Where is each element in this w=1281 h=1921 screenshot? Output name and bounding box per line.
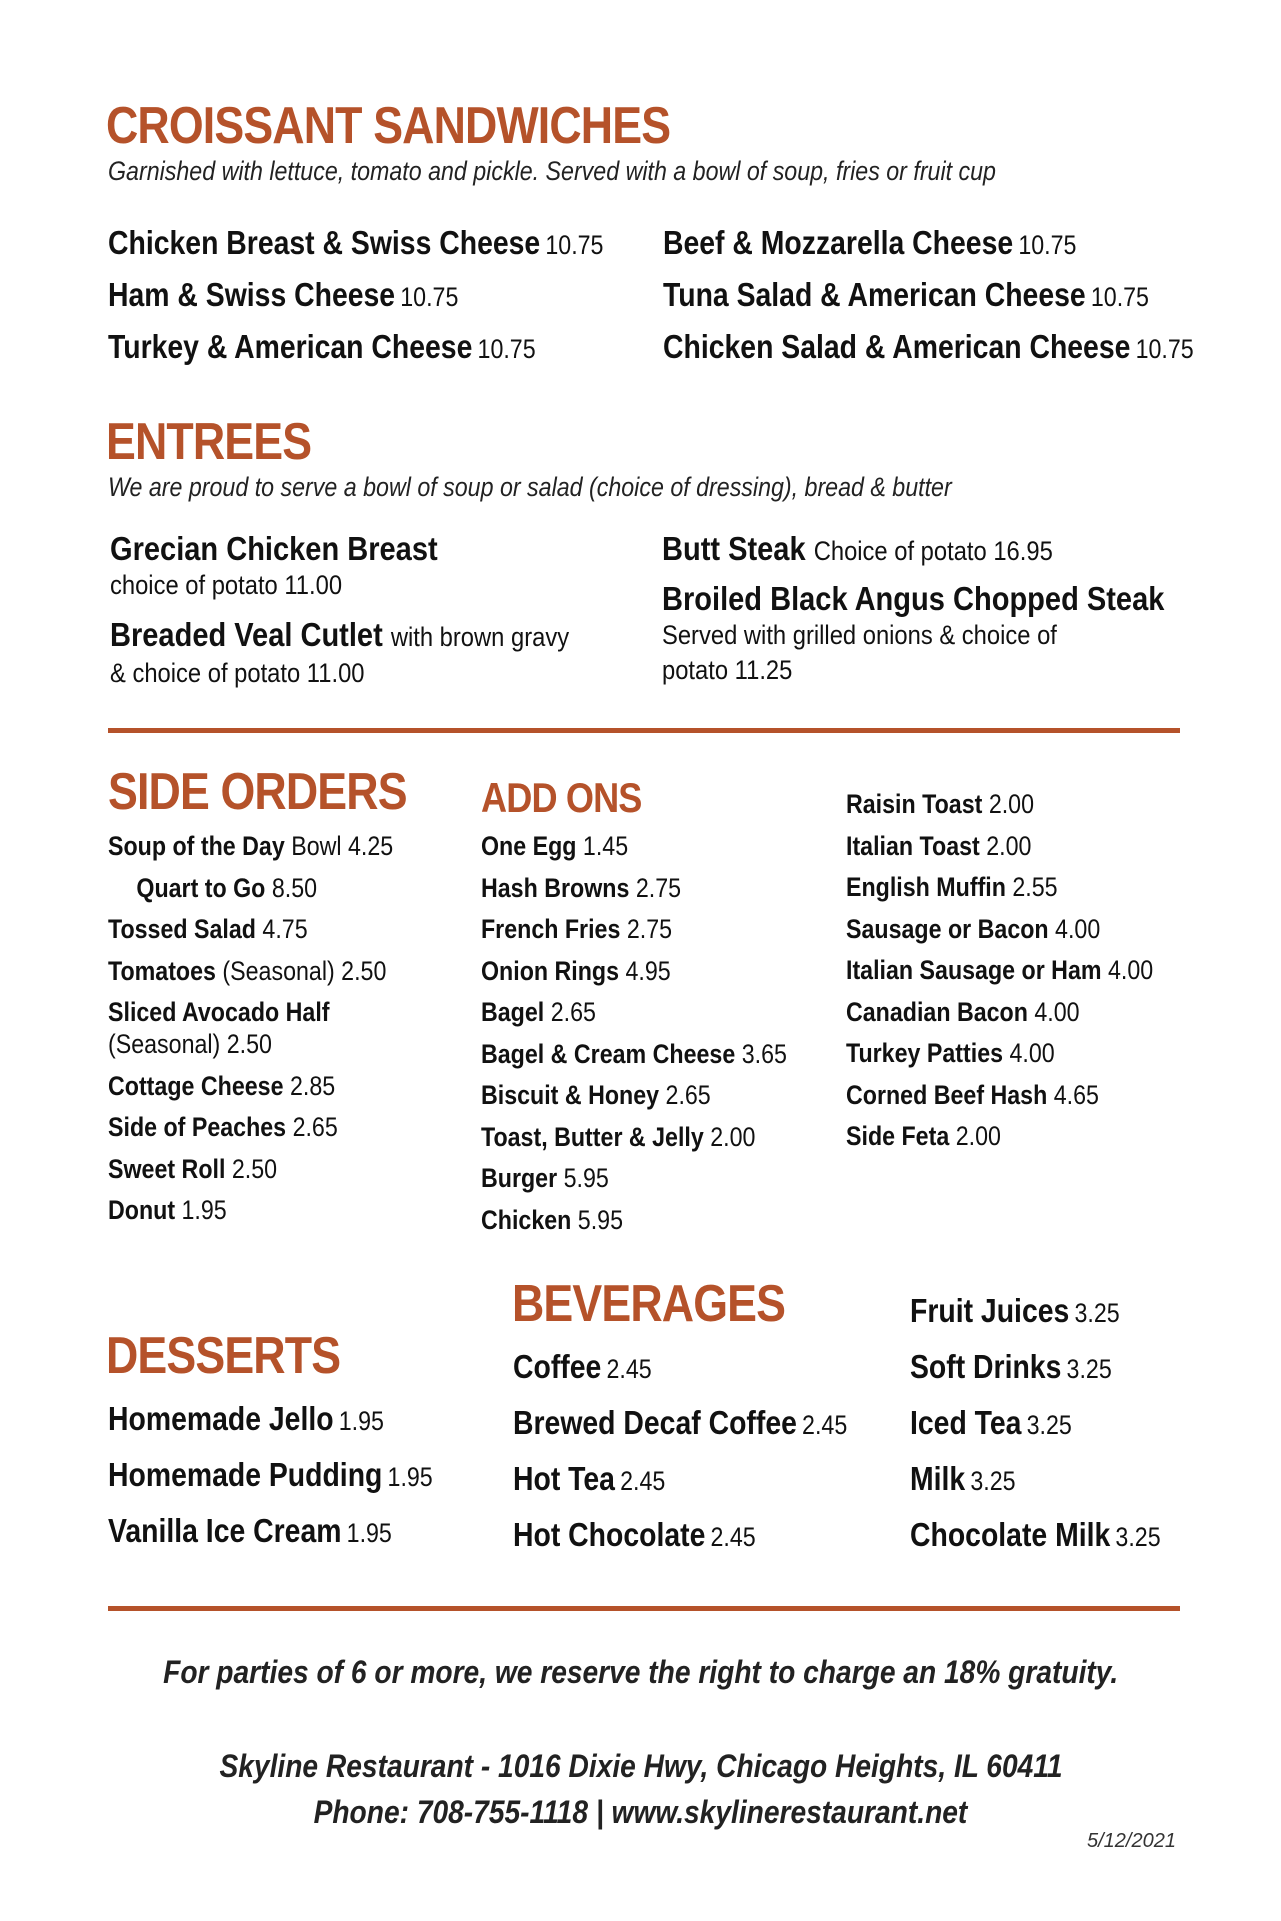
menu-item [108,1190,393,1232]
item-name: One Egg [481,831,577,861]
menu-item [481,826,787,868]
item-price: 5.95 [577,1204,624,1235]
divider-rule [108,728,1180,733]
item-price: 2.45 [710,1522,756,1552]
item-price: 1.45 [582,831,629,861]
phone-website: Phone: 708-755-1118 | www.skylinerestaurant.net [313,1794,968,1830]
menu-item [846,826,1153,868]
item-price: 4.00 [1055,913,1101,944]
menu-item [108,1504,433,1560]
beverages-list-2 [910,1284,1161,1564]
item-name: Sliced Avocado Half [108,997,330,1027]
menu-item [513,1508,847,1564]
item-name: Soup of the Day [108,831,285,861]
item-name: Biscuit & Honey [481,1080,660,1110]
item-price: 3.25 [970,1466,1016,1496]
beverages-list-1 [513,1340,847,1564]
side-orders-heading: SIDE ORDERS [108,763,407,821]
item-price: 3.65 [741,1038,787,1069]
item-price: 2.65 [665,1080,711,1110]
menu-item [108,218,603,270]
item-name: Donut [108,1195,176,1225]
item-price: 2.00 [986,830,1032,861]
menu-item [108,270,603,322]
menu-item [481,1075,787,1117]
entrees-heading: ENTREES [106,413,312,471]
menu-item [846,909,1153,951]
entree-grecian [110,530,438,603]
menu-item [846,1075,1153,1117]
item-price: (Seasonal) 2.50 [222,955,387,986]
menu-item [108,909,393,951]
menu-item [481,1200,787,1242]
add-ons-heading: ADD ONS [481,774,642,821]
entree-veal [110,616,569,691]
menu-item [108,1066,393,1108]
item-price: 2.65 [550,997,596,1027]
item-name: Side of Peaches [108,1112,287,1142]
item-name: English Muffin [846,872,1006,902]
item-price: 2.75 [626,914,673,944]
croissant-list-right [663,218,1194,374]
menu-item [910,1508,1161,1564]
menu-item [513,1452,847,1508]
item-name: Homemade Jello [108,1400,334,1437]
item-name: Bagel & Cream Cheese [481,1038,736,1069]
item-name: Quart to Go [136,872,266,903]
item-price: 3.25 [1074,1298,1120,1328]
menu-item [108,826,393,868]
item-name: Hash Browns [481,872,630,903]
menu-item [513,1340,847,1396]
item-name: Chicken [481,1204,572,1235]
item-name: Broiled Black Angus Chopped Steak [662,580,1165,617]
item-price: 4.00 [1009,1038,1055,1068]
item-name: Brewed Decaf Coffee [513,1404,797,1441]
menu-item [108,1107,393,1149]
item-name: Side Feta [846,1121,950,1151]
menu-item [108,1149,393,1191]
item-price: 10.75 [545,230,604,260]
menu-item [481,1158,787,1200]
menu-item [910,1284,1161,1340]
desserts-list [108,1392,433,1560]
item-name: Homemade Pudding [108,1456,383,1493]
item-name: Butt Steak [662,530,806,567]
add-ons-list [481,826,787,1241]
item-name: Grecian Chicken Breast [110,530,438,567]
item-name: Canadian Bacon [846,996,1028,1027]
item-desc: & choice of potato 11.00 [110,658,365,688]
item-price: 5.95 [563,1163,609,1193]
item-name: Chocolate Milk [910,1516,1111,1553]
item-price: 4.75 [262,914,308,944]
item-name: Turkey Patties [846,1038,1004,1068]
item-name: Fruit Juices [910,1292,1070,1329]
menu-item [846,1033,1153,1075]
item-price: 10.75 [1135,334,1194,364]
item-price: 2.45 [802,1410,848,1440]
item-price: 4.65 [1053,1079,1099,1110]
item-price: 2.50 [231,1153,278,1184]
entrees-subtitle: We are proud to serve a bowl of soup or salad (choice of dressing), bread & butter [108,472,952,502]
item-desc: choice of potato 11.00 [110,570,343,600]
item-name: Cottage Cheese [108,1070,284,1101]
item-name: Hot Tea [513,1460,615,1497]
item-price: 8.50 [271,872,318,903]
item-price: Bowl 4.25 [291,831,394,861]
item-price: 3.25 [1026,1410,1072,1440]
desserts-heading: DESSERTS [106,1327,341,1385]
item-desc: Served with grilled onions & choice of [662,620,1057,650]
menu-item [663,322,1194,374]
item-price: 3.25 [1066,1354,1112,1384]
croissant-list-left [108,218,603,374]
item-name: Ham & Swiss Cheese [108,276,396,313]
item-price: 1.95 [387,1462,433,1492]
menu-item [481,992,787,1034]
menu-item [108,1392,433,1448]
item-name: Breaded Veal Cutlet [110,616,383,653]
item-price: 10.75 [1090,282,1149,312]
item-name: Chicken Breast & Swiss Cheese [108,224,541,261]
menu-item [108,868,393,910]
item-name: Corned Beef Hash [846,1079,1048,1110]
item-price: 2.00 [710,1121,756,1152]
menu-item [910,1396,1161,1452]
gratuity-note: For parties of 6 or more, we reserve the right to charge an 18% gratuity. [162,1654,1119,1690]
item-price: 2.45 [606,1354,652,1384]
item-name: Milk [910,1460,966,1497]
menu-date: 5/12/2021 [1087,1830,1176,1852]
item-name: Hot Chocolate [513,1516,706,1553]
item-desc-inline: Choice of potato 16.95 [813,536,1053,566]
item-name: Coffee [513,1348,602,1385]
menu-item [481,1117,787,1159]
item-name: Iced Tea [910,1404,1022,1441]
item-price: 2.55 [1012,872,1058,902]
menu-item [481,1034,787,1076]
menu-item [108,951,393,993]
item-price: 10.75 [477,334,536,364]
menu-item [108,1448,433,1504]
item-price: 2.85 [289,1070,336,1101]
item-price: (Seasonal) 2.50 [108,1028,272,1059]
beverages-heading: BEVERAGES [512,1275,786,1333]
menu-item [910,1340,1161,1396]
entree-butt-steak [662,530,1053,570]
menu-item [846,1116,1153,1158]
item-name: Tossed Salad [108,914,256,944]
item-price: 10.75 [1018,230,1077,260]
menu-item [910,1452,1161,1508]
menu-item [108,322,603,374]
item-price: 4.00 [1034,996,1080,1027]
restaurant-address: Skyline Restaurant - 1016 Dixie Hwy, Chicago Heights, IL 60411 [218,1748,1063,1784]
item-name: Onion Rings [481,955,620,986]
entree-angus [662,580,1164,688]
item-desc: potato 11.25 [662,655,793,685]
item-name: Bagel [481,997,545,1027]
item-price: 10.75 [400,282,459,312]
item-name: Turkey & American Cheese [108,328,473,365]
item-price: 2.65 [292,1112,338,1142]
item-price: 1.95 [346,1518,392,1548]
menu-item [846,992,1153,1034]
item-price: 4.95 [625,955,671,986]
item-price: 2.45 [620,1466,666,1496]
menu-item [846,950,1153,992]
item-name: Burger [481,1163,558,1193]
item-price: 2.00 [955,1121,1001,1151]
item-price: 4.00 [1107,955,1154,985]
item-name: Soft Drinks [910,1348,1062,1385]
menu-item [846,867,1153,909]
item-name: Toast, Butter & Jelly [481,1121,704,1152]
item-name: French Fries [481,914,621,944]
item-price: 3.25 [1115,1522,1161,1552]
menu-item [481,909,787,951]
item-name: Sweet Roll [108,1153,226,1184]
item-name: Italian Toast [846,830,980,861]
menu-item [513,1396,847,1452]
item-name: Beef & Mozzarella Cheese [663,224,1014,261]
item-name: Tomatoes [108,955,216,986]
croissant-heading: CROISSANT SANDWICHES [106,97,671,155]
menu-item [481,951,787,993]
item-price: 2.00 [988,789,1035,819]
menu-item [481,868,787,910]
menu-item [846,784,1153,826]
item-price: 2.75 [635,872,682,903]
menu-item [663,270,1194,322]
item-name: Vanilla Ice Cream [108,1512,342,1549]
add-ons-list-col3 [846,784,1153,1158]
item-name: Chicken Salad & American Cheese [663,328,1131,365]
item-name: Sausage or Bacon [846,913,1049,944]
croissant-subtitle: Garnished with lettuce, tomato and pickle. Served with a bowl of soup, fries or fruit cup [108,156,996,186]
item-desc-inline: with brown gravy [390,622,570,652]
item-name: Tuna Salad & American Cheese [663,276,1086,313]
item-price: 1.95 [338,1406,384,1436]
item-price: 1.95 [181,1195,227,1225]
menu-item [663,218,1194,270]
divider-rule [108,1606,1180,1611]
side-orders-list [108,826,393,1232]
item-name: Italian Sausage or Ham [846,955,1102,985]
item-name: Raisin Toast [846,789,983,819]
